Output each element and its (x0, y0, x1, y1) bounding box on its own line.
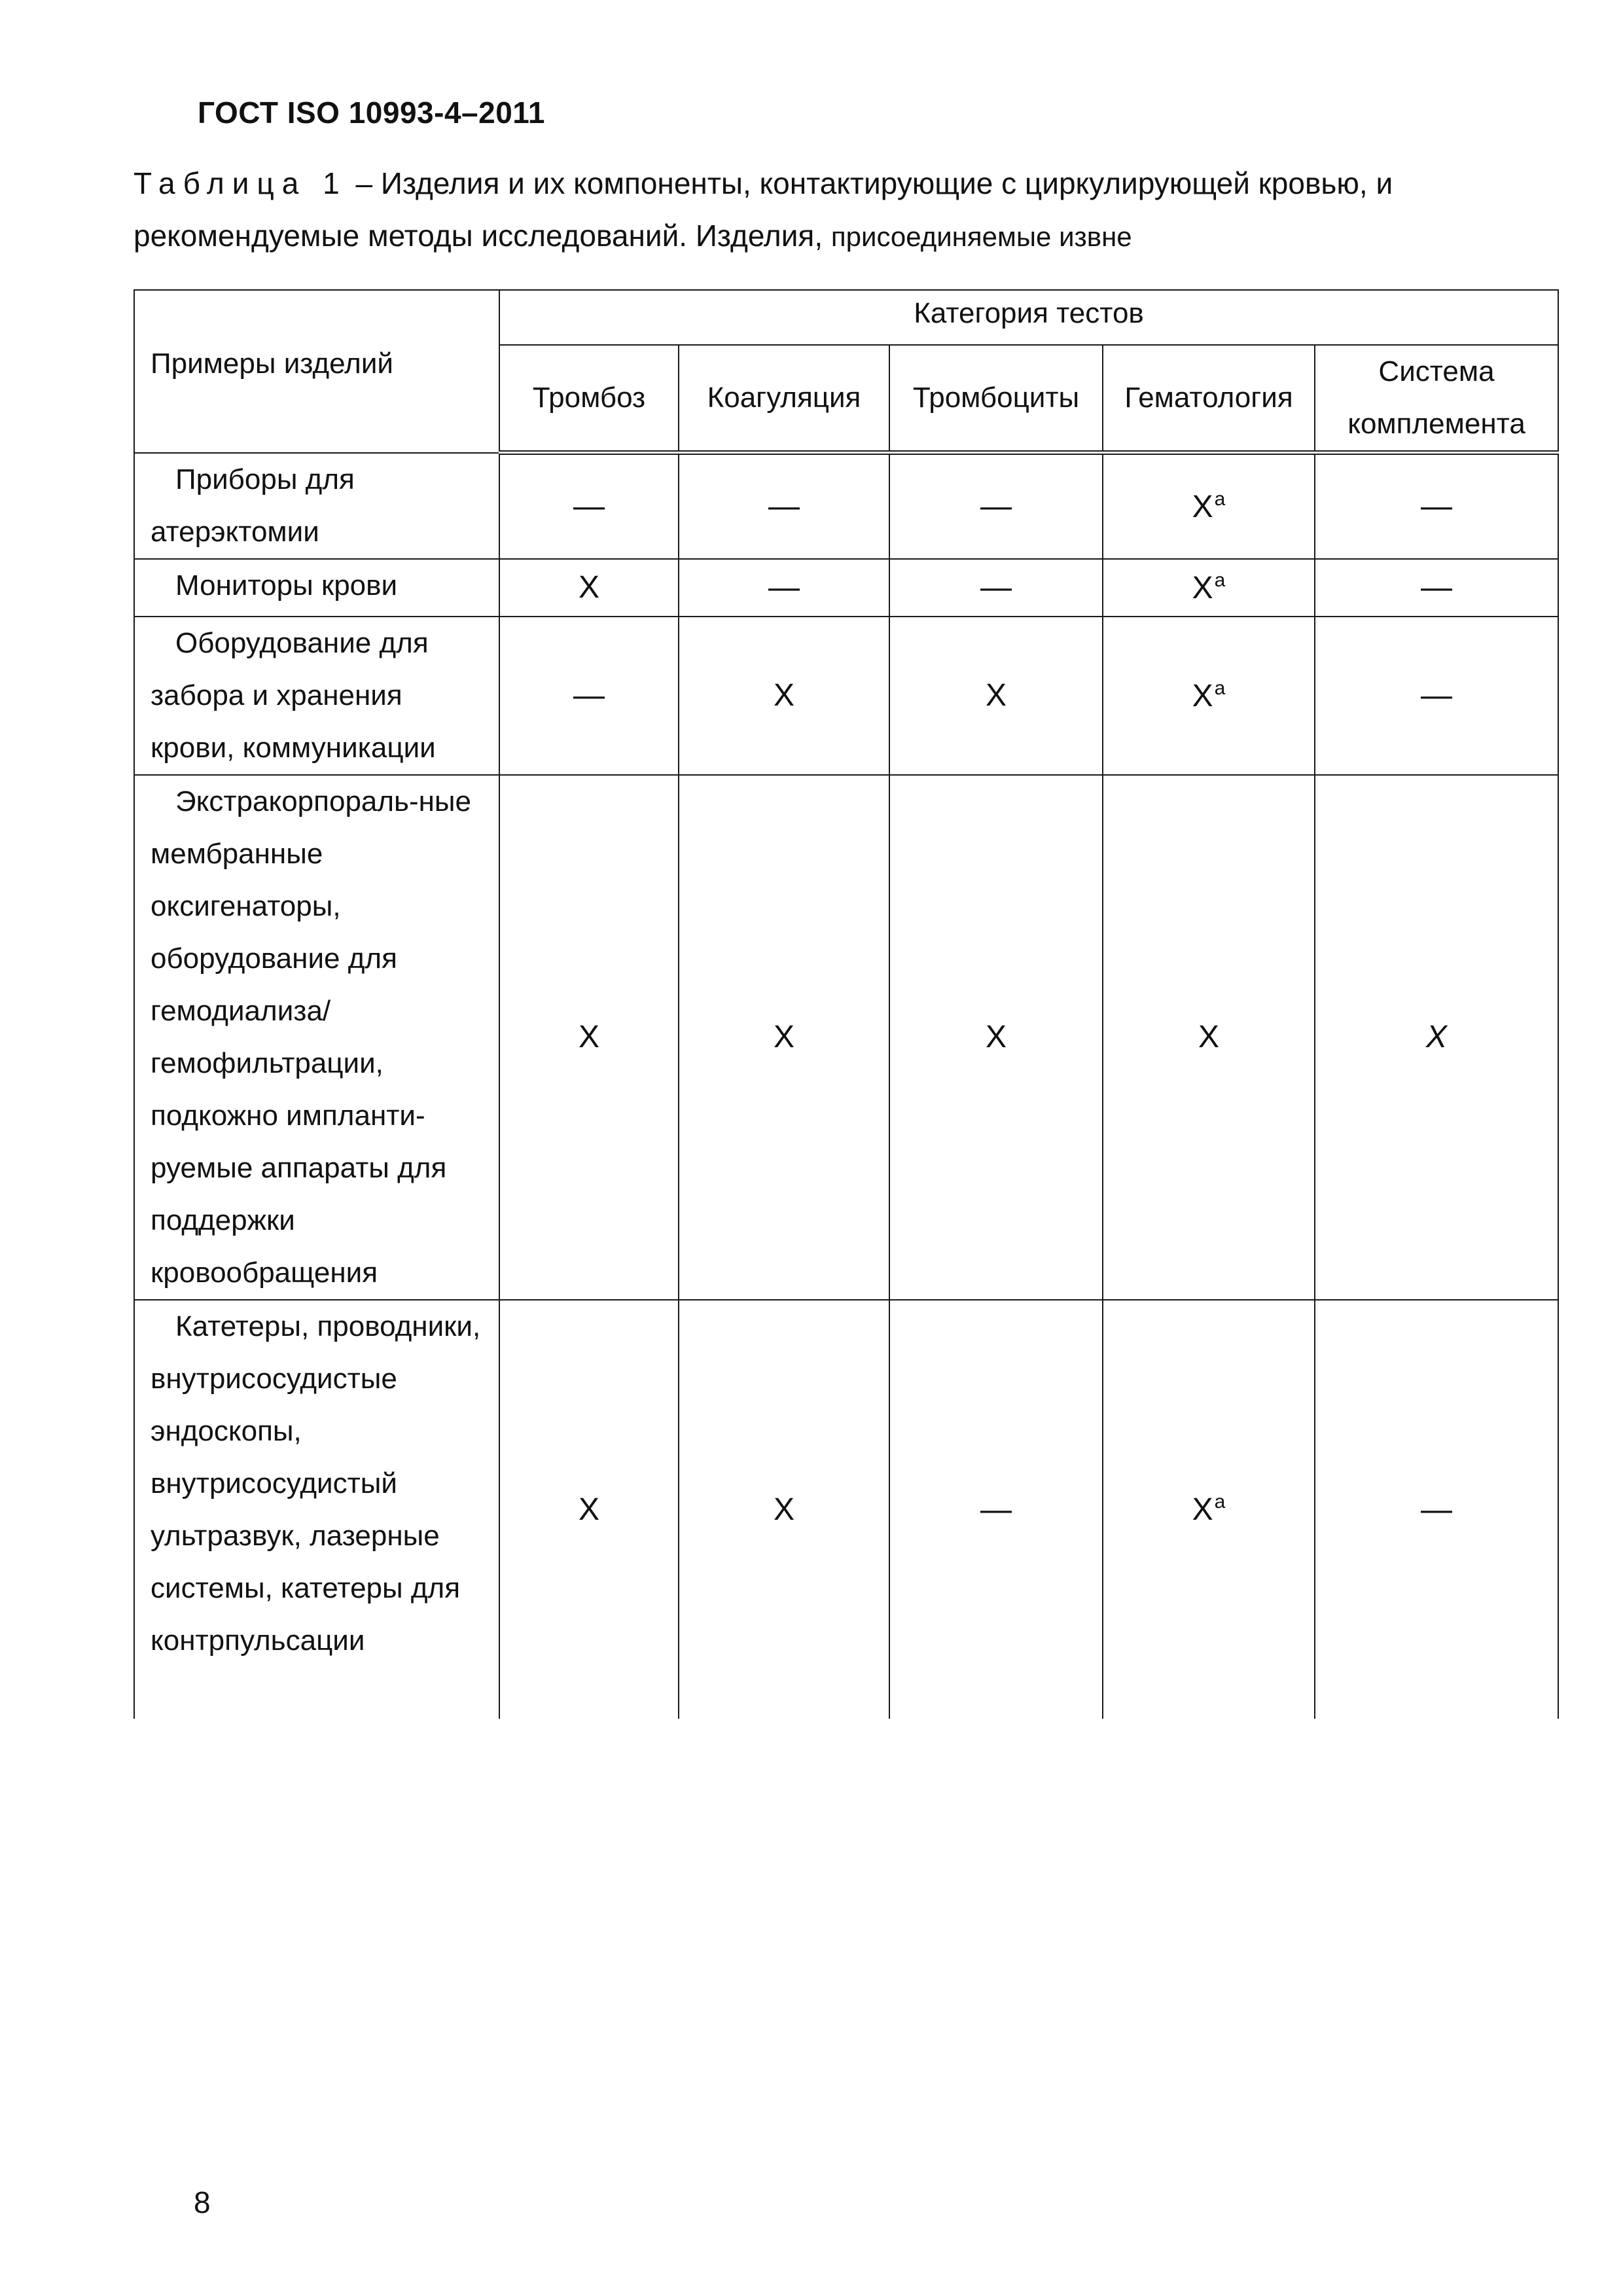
cell-mark: X (773, 678, 794, 713)
table-caption (134, 157, 1560, 263)
table-cell (889, 617, 1103, 775)
cell-mark: X (578, 570, 599, 605)
column-group-header: Категория тестов (499, 290, 1558, 345)
table-cell (679, 775, 889, 1300)
cell-mark: — (1421, 489, 1453, 524)
footnote-marker: a (1214, 488, 1226, 510)
table-cell (499, 1300, 679, 1719)
cell-mark: — (1421, 678, 1453, 713)
cell-mark: — (980, 489, 1012, 524)
table-cell (499, 617, 679, 775)
table-cell (679, 617, 889, 775)
column-header-complement: Система комплемента (1315, 345, 1558, 453)
table-cell (679, 559, 889, 617)
document-code: ГОСТ ISO 10993-4–2011 (198, 96, 545, 130)
cell-mark: X (773, 1492, 794, 1527)
table-cell (889, 559, 1103, 617)
cell-mark: — (573, 678, 605, 713)
cell-mark: X (773, 1020, 794, 1054)
table-cell (1103, 775, 1315, 1300)
test-category-table (134, 289, 1559, 1719)
table-cell (1315, 617, 1558, 775)
table-cell (679, 453, 889, 559)
cell-mark: — (768, 489, 800, 524)
table-cell (1315, 453, 1558, 559)
table-container (134, 289, 1558, 1719)
footnote-marker: a (1214, 1491, 1226, 1513)
cell-mark: X (1192, 1492, 1213, 1527)
footnote-marker: a (1214, 677, 1226, 699)
table-caption-text: – Изделия и их компоненты, контактирующие с циркулирующей кровью, и рекомендуемые методы исследований. Изделия, (134, 166, 1393, 253)
table-row (134, 775, 1558, 1300)
page-number: 8 (194, 2185, 211, 2219)
column-header-examples: Примеры изделий (134, 290, 499, 453)
column-header-hematology: Гематология (1103, 345, 1315, 453)
row-device-name: Приборы для атерэктомии (134, 453, 499, 559)
column-header-thrombosis: Тромбоз (499, 345, 679, 453)
cell-mark: X (1198, 1020, 1219, 1054)
cell-mark: — (1421, 570, 1453, 605)
cell-mark: X (1192, 678, 1213, 713)
table-header-row-group (134, 290, 1558, 345)
table-cell (1103, 453, 1315, 559)
row-device-name: Экстракорпораль-ные мембранные оксигенаторы, оборудование для гемодиализа/ гемофильтрации, подкожно импланти-руемые аппараты для поддержки кровообращения (134, 775, 499, 1300)
table-cell (889, 1300, 1103, 1719)
table-caption-label: Таблица 1 (134, 166, 348, 200)
column-header-coagulation: Коагуляция (679, 345, 889, 453)
table-cell (1103, 559, 1315, 617)
table-cell (499, 559, 679, 617)
cell-mark: X (985, 678, 1007, 713)
table-cell (1315, 559, 1558, 617)
cell-mark: X (1426, 1020, 1448, 1054)
row-device-name: Мониторы крови (134, 559, 499, 617)
row-device-name: Катетеры, проводники, внутрисосудистые эндоскопы, внутрисосудистый ультразвук, лазерные системы, катетеры для контрпульсации (134, 1300, 499, 1719)
table-cell (679, 1300, 889, 1719)
footnote-marker: a (1214, 569, 1226, 591)
column-header-platelets: Тромбоциты (889, 345, 1103, 453)
cell-mark: — (980, 1492, 1012, 1527)
cell-mark: X (1192, 570, 1213, 605)
table-cell (889, 453, 1103, 559)
table-cell (499, 775, 679, 1300)
cell-mark: — (768, 570, 800, 605)
table-cell (1103, 1300, 1315, 1719)
table-cell (1315, 775, 1558, 1300)
cell-mark: X (578, 1492, 599, 1527)
table-row (134, 1300, 1558, 1719)
cell-mark: — (573, 489, 605, 524)
table-row (134, 617, 1558, 775)
cell-mark: — (1421, 1492, 1453, 1527)
table-cell (889, 775, 1103, 1300)
table-cell (499, 453, 679, 559)
table-row (134, 559, 1558, 617)
cell-mark: X (578, 1020, 599, 1054)
row-device-name: Оборудование для забора и хранения крови, коммуникации (134, 617, 499, 775)
table-caption-text-small: присоединяемые извне (830, 221, 1132, 252)
table-cell (1103, 617, 1315, 775)
cell-mark: X (1192, 489, 1213, 524)
cell-mark: X (985, 1020, 1007, 1054)
table-cell (1315, 1300, 1558, 1719)
cell-mark: — (980, 570, 1012, 605)
table-row (134, 453, 1558, 559)
